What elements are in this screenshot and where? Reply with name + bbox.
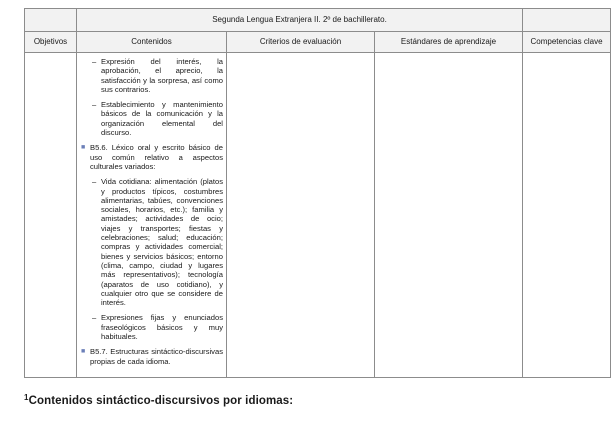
curriculum-table xyxy=(24,8,611,378)
column-header-criterios: Criterios de evaluación xyxy=(227,32,375,53)
table-title: Segunda Lengua Extranjera II. 2º de bachillerato. xyxy=(77,9,523,32)
column-header-row xyxy=(25,32,611,53)
title-row-blank-right xyxy=(523,9,611,32)
objetivos-cell xyxy=(25,53,77,378)
list-item xyxy=(88,57,223,94)
dash-marker: – xyxy=(92,57,97,66)
list-item-text: B5.6. Léxico oral y escrito básico de uso común relativo a aspectos culturales variados: xyxy=(90,143,223,171)
table-title-row xyxy=(25,9,611,32)
list-item-text: Expresión del interés, la aprobación, el aprecio, la satisfacción y la sorpresa, así como sus contrarios. xyxy=(101,57,223,94)
footnote-marker: 1 xyxy=(24,393,29,402)
footnote-heading xyxy=(24,395,293,407)
list-item-text: B5.7. Estructuras sintáctico-discursivas propias de cada idioma. xyxy=(90,347,223,366)
dash-marker: – xyxy=(92,313,97,323)
bullet-icon: ■ xyxy=(81,348,86,356)
dash-marker: – xyxy=(92,177,97,187)
contenidos-cell xyxy=(77,53,227,378)
footnote-text: Contenidos sintáctico-discursivos por idiomas: xyxy=(28,395,294,407)
column-header-estandares: Estándares de aprendizaje xyxy=(375,32,523,53)
list-item xyxy=(88,100,223,137)
list-item-text: Expresiones fijas y enunciados fraseológicos básicos y muy habituales. xyxy=(101,313,223,342)
title-row-blank-left xyxy=(25,9,77,32)
table-row xyxy=(25,53,611,378)
list-item xyxy=(81,347,223,366)
competencias-cell xyxy=(523,53,611,378)
criterios-cell xyxy=(227,53,375,378)
column-header-contenidos: Contenidos xyxy=(77,32,227,53)
estandares-cell xyxy=(375,53,523,378)
list-item xyxy=(81,143,223,171)
column-header-competencias: Competencias clave xyxy=(523,32,611,53)
list-item-text: Vida cotidiana: alimentación (platos y productos típicos, costumbres alimentarias, tabúes, convenciones sociales, horarios, etc.); familia y amistades; actividades de ocio; viajes y transportes; fiestas y celebraciones; salud; educación; compras y actividades comercial; bienes y servicios básicos; entorno (clima, campo, ciudad y lugares más representativos); tecnología (aparatos de uso cotidiano), y cualquier otro que se considere de interés. xyxy=(101,177,223,308)
dash-marker: – xyxy=(92,100,97,110)
list-item-text: Establecimiento y mantenimiento básicos de la comunicación y la organización elemental del discurso. xyxy=(101,100,223,138)
list-item xyxy=(88,177,223,307)
list-item xyxy=(88,313,223,341)
bullet-icon: ■ xyxy=(81,144,86,152)
column-header-objetivos: Objetivos xyxy=(25,32,77,53)
